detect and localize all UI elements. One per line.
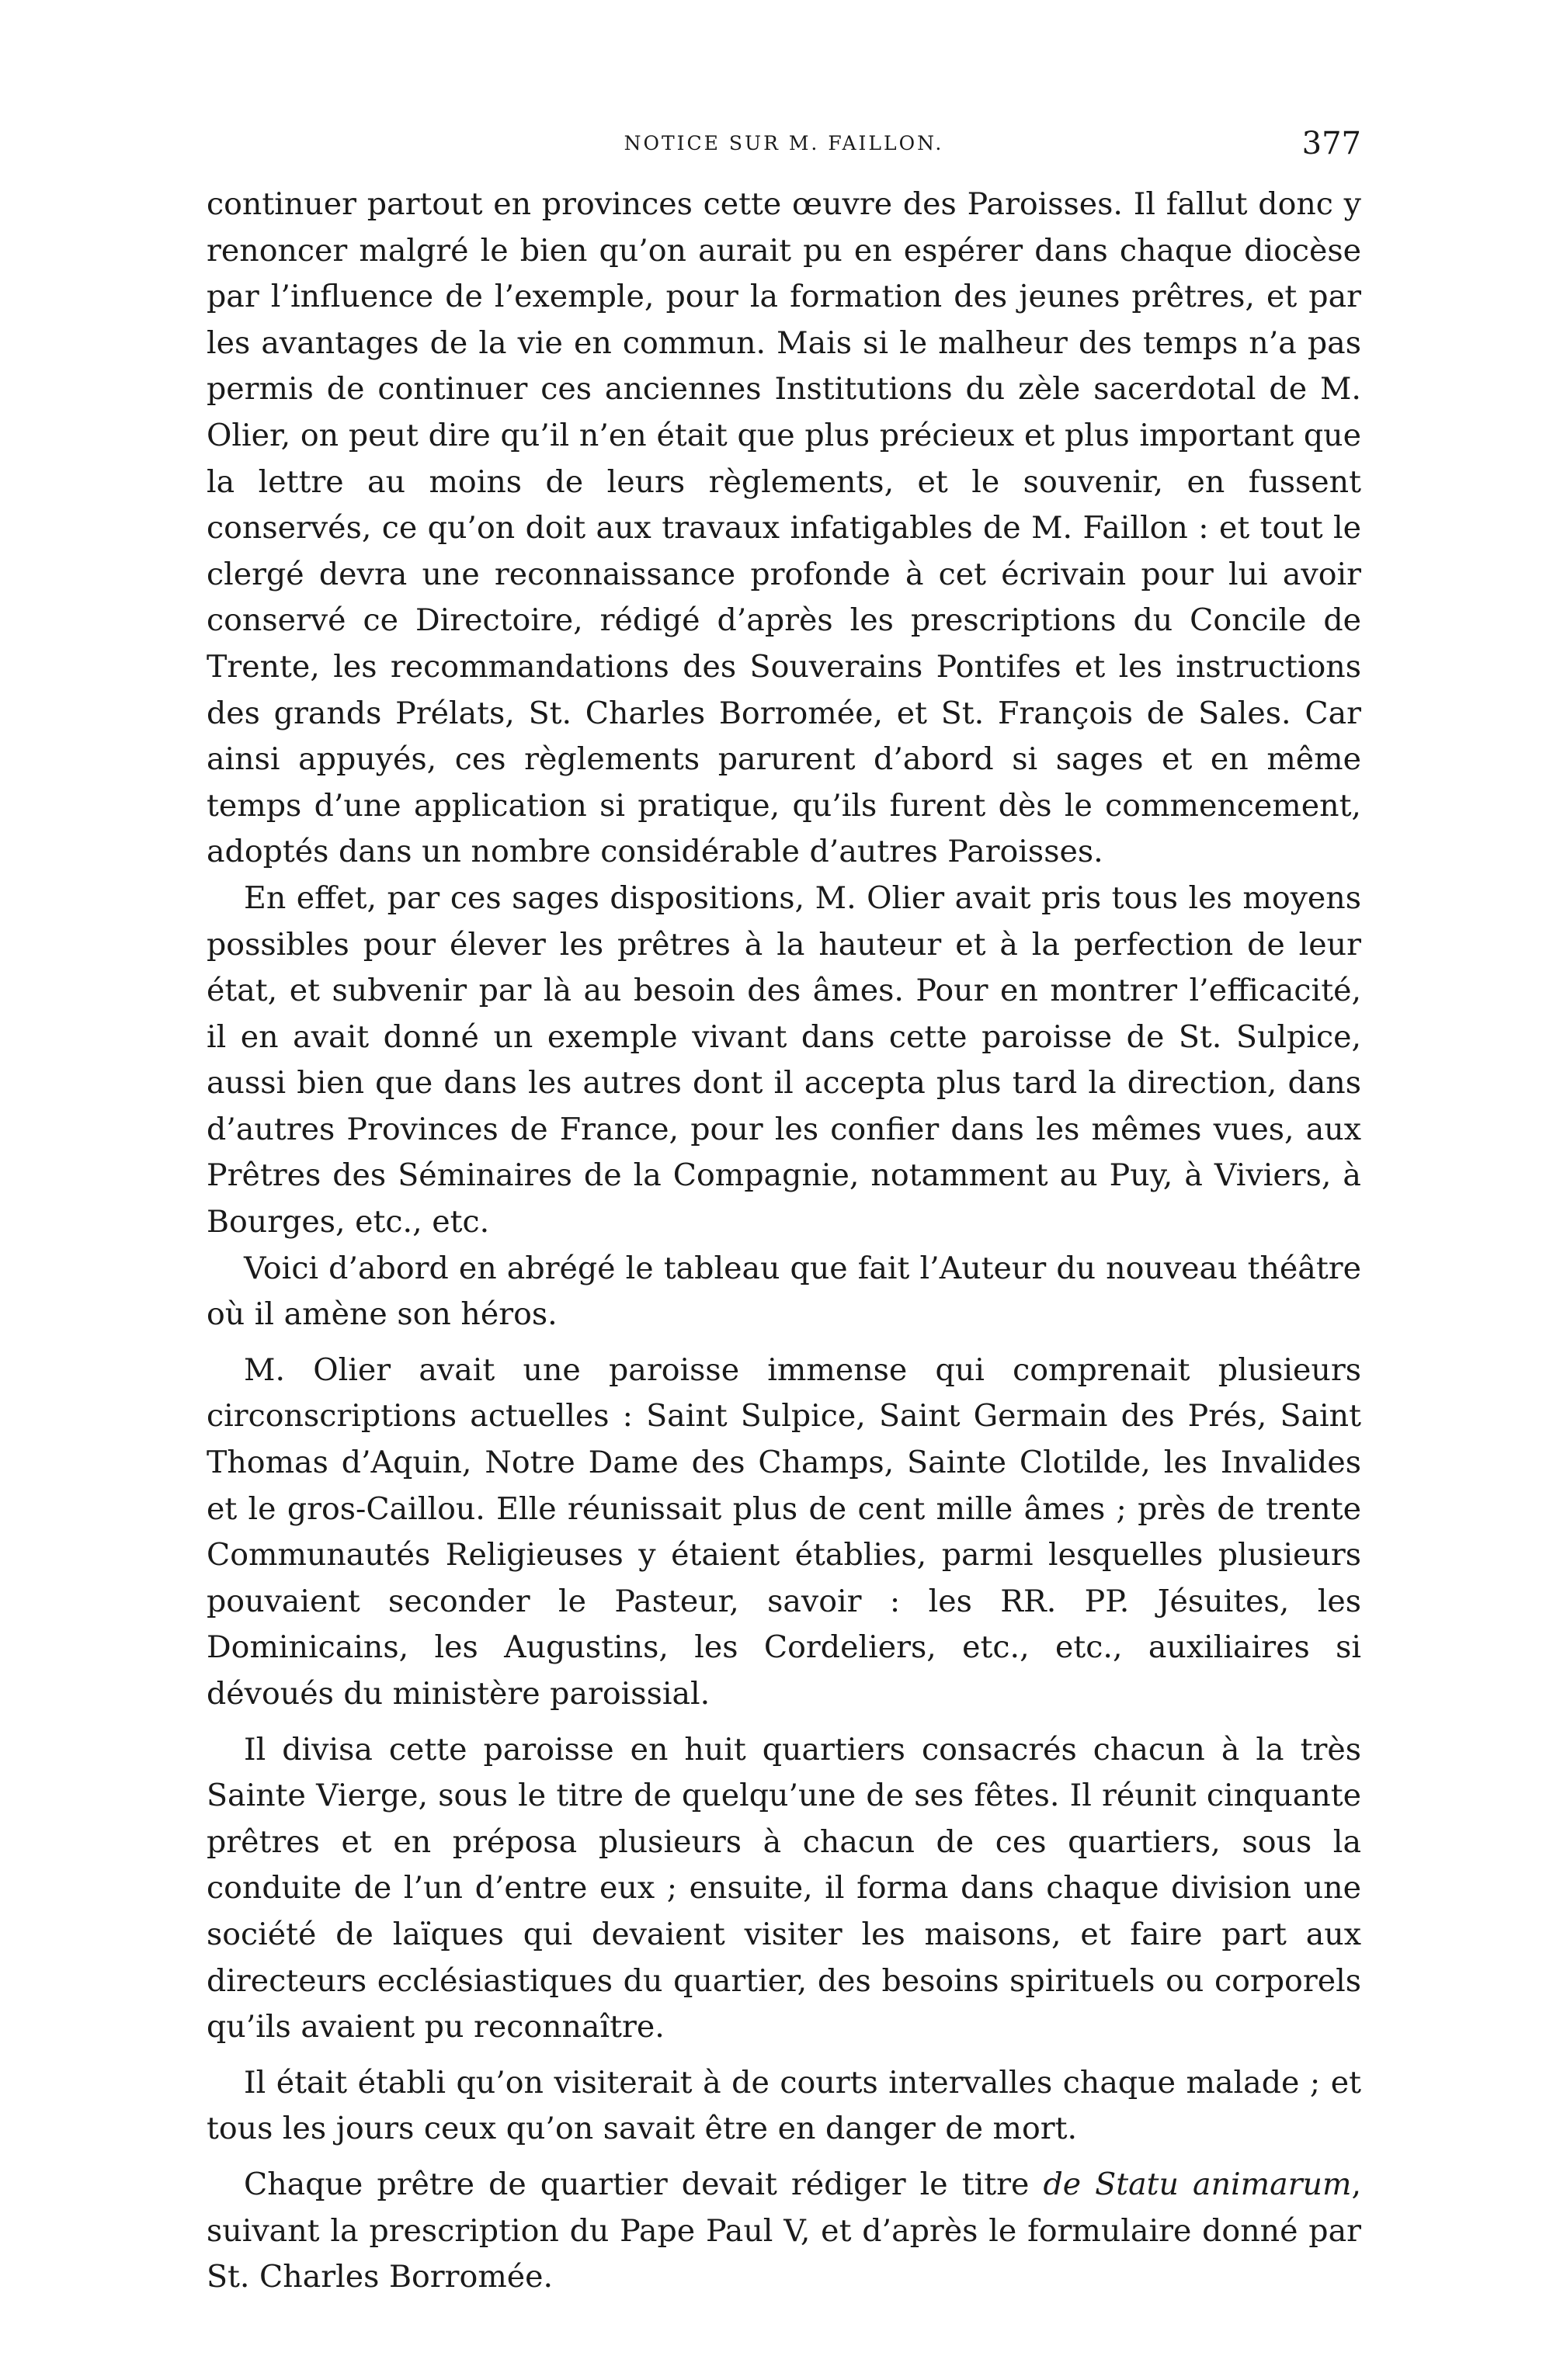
paragraph-last <box>207 2162 1361 2301</box>
body-text <box>207 182 1361 2301</box>
paragraph: Il était établi qu’on visiterait à de courts intervalles chaque malade ; et tous les jours ceux qu’on savait être en danger de mort. <box>207 2064 1361 2147</box>
running-title: NOTICE SUR M. FAILLON. <box>624 132 944 154</box>
page-header <box>207 116 1361 163</box>
paragraph-text-before: Chaque prêtre de quartier devait rédiger le titre <box>244 2166 1044 2202</box>
paragraph-text-after: , suivant la prescription du Pape Paul V, et d’après le formulaire donné par St. Charles Borromée. <box>207 2166 1361 2295</box>
paragraph: continuer partout en provinces cette œuvre des Paroisses. Il fallut donc y renoncer malgré le bien qu’on aurait pu en espérer dans chaque diocèse par l’influence de l’exemple, pour la formation des jeunes prêtres, et par les avantages de la vie en commun. Mais si le malheur des temps n’a pas permis de continuer ces anciennes Institutions du zèle sacerdotal de M. Olier, on peut dire qu’il n’en était que plus précieux et plus important que la lettre au moins de leurs règlements, et le souvenir, en fussent conservés, ce qu’on doit aux travaux infatigables de M. Faillon : et tout le clergé devra une reconnaissance profonde à cet écrivain pour lui avoir conservé ce Directoire, rédigé d’après les prescriptions du Concile de Trente, les recommandations des Souverains Pontifes et les instructions des grands Prélats, St. Charles Borromée, et St. François de Sales. Car ainsi appuyés, ces règlements parurent d’abord si sages et en même temps d’une application si pratique, qu’ils furent dès le commencement, adoptés dans un nombre considérable d’autres Paroisses. <box>207 186 1361 870</box>
page-number: 377 <box>1301 126 1361 161</box>
paragraph: M. Olier avait une paroisse immense qui comprenait plusieurs circonscriptions actuelles : Saint Sulpice, Saint Germain des Prés, Saint Thomas d’Aquin, Notre Dame des Champs, Sainte Clotilde, les Invalides et le gros-Caillou. Elle réunissait plus de cent mille âmes ; près de trente Communautés Religieuses y étaient établies, parmi lesquelles plusieurs pouvaient seconder le Pasteur, savoir : les RR. PP. Jésuites, les Dominicains, les Augustins, les Cordeliers, etc., etc., auxiliaires si dévoués du ministère paroissial. <box>207 1351 1361 1712</box>
latin-phrase: de Statu animarum <box>1043 2166 1352 2202</box>
paragraph: Il divisa cette paroisse en huit quartiers consacrés chacun à la très Sainte Vierge, sous le titre de quelqu’une de ses fêtes. Il réunit cinquante prêtres et en préposa plusieurs à chacun de ces quartiers, sous la conduite de l’un d’entre eux ; ensuite, il forma dans chaque division une société de laïques qui devaient visiter les maisons, et faire part aux directeurs ecclésiastiques du quartier, des besoins spirituels ou corporels qu’ils avaient pu reconnaître. <box>207 1731 1361 2045</box>
paragraph: En effet, par ces sages dispositions, M. Olier avait pris tous les moyens possibles pour élever les prêtres à la hauteur et à la perfection de leur état, et subvenir par là au besoin des âmes. Pour en montrer l’efficacité, il en avait donné un exemple vivant dans cette paroisse de St. Sulpice, aussi bien que dans les autres dont il accepta plus tard la direction, dans d’autres Provinces de France, pour les confier dans les mêmes vues, aux Prêtres des Séminaires de la Compagnie, notamment au Puy, à Viviers, à Bourges, etc., etc. <box>207 879 1361 1240</box>
paragraph: Voici d’abord en abrégé le tableau que fait l’Auteur du nouveau théâtre où il amène son héros. <box>207 1250 1361 1333</box>
book-page <box>207 116 1361 2301</box>
